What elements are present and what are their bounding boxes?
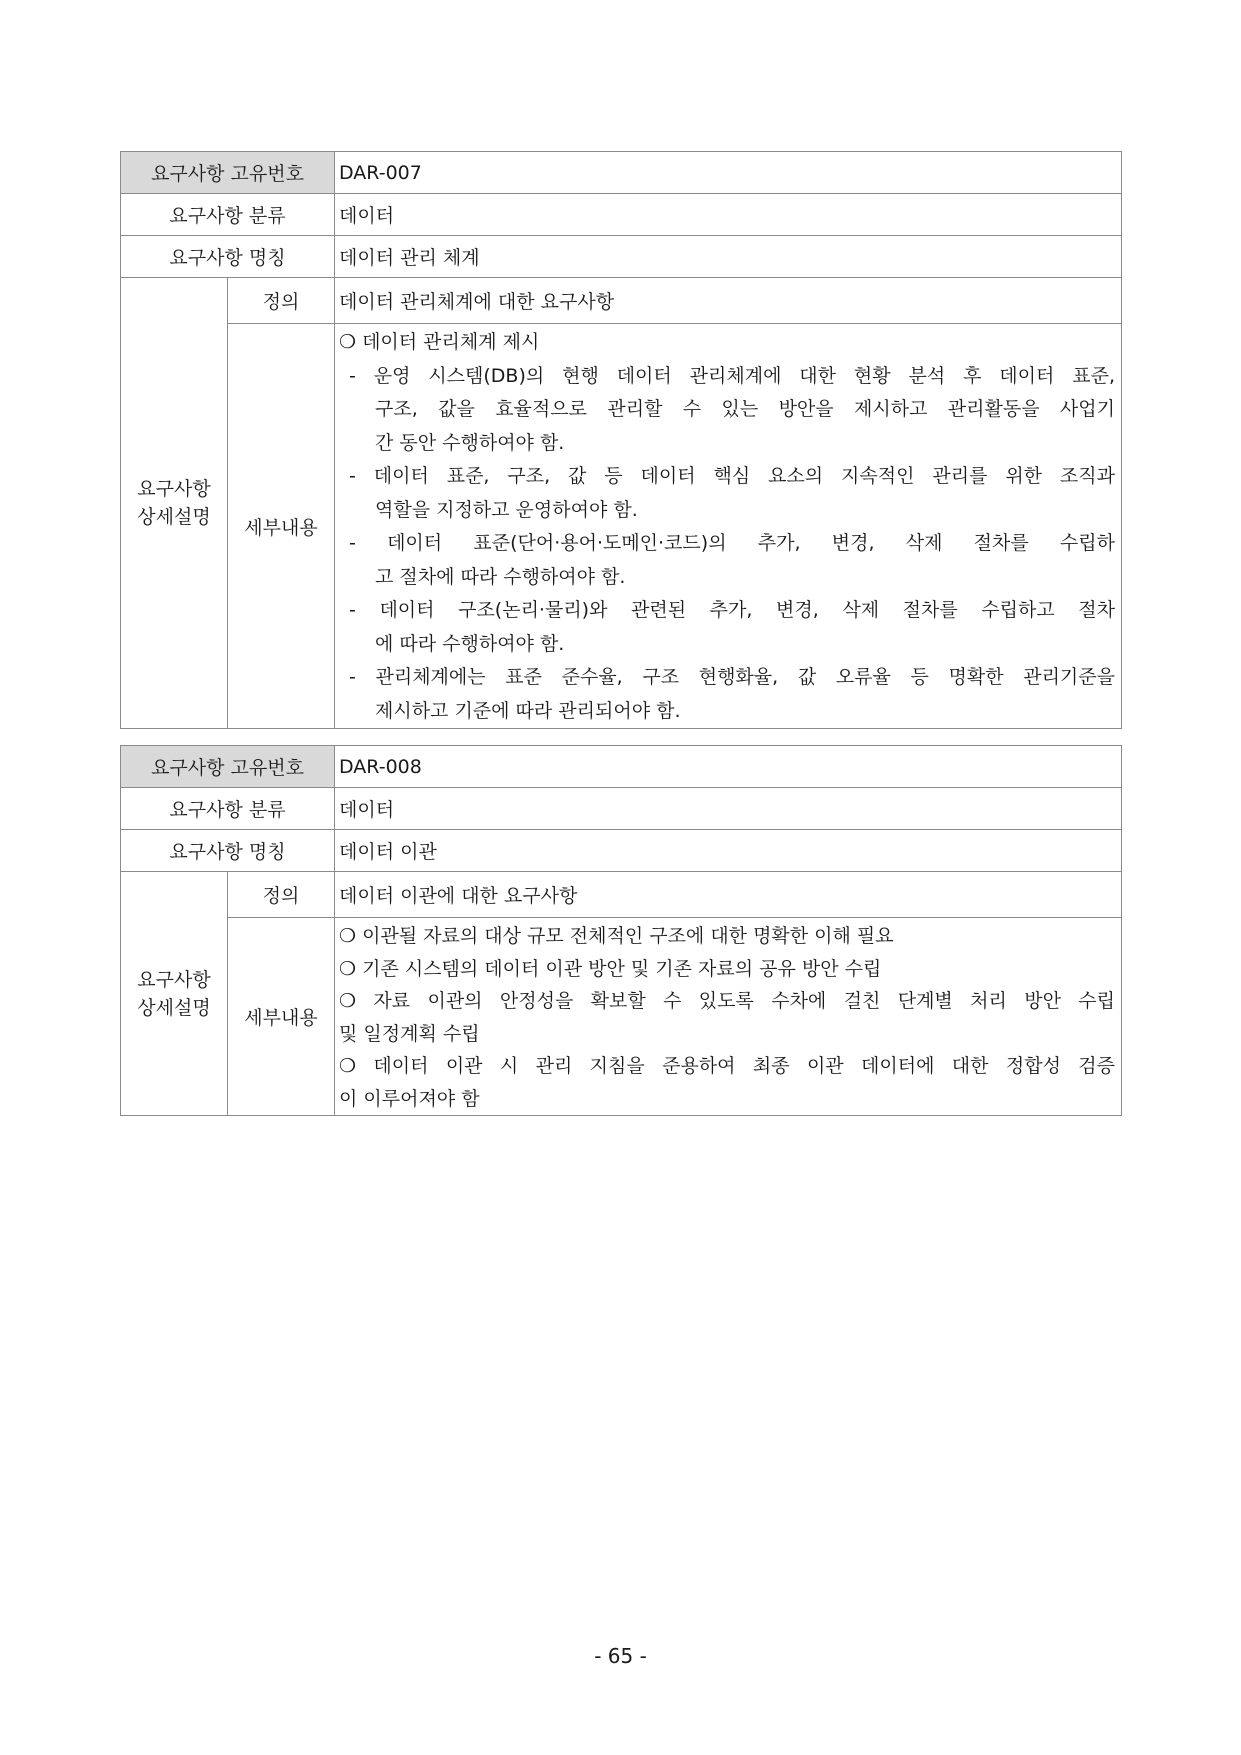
contents-label: 세부내용 — [228, 324, 335, 729]
definition-label: 정의 — [228, 278, 335, 324]
detail-label — [121, 278, 228, 729]
category-value: 데이터 — [335, 788, 1122, 830]
detail-line: 역할을 지정하고 운영하여야 함. — [375, 498, 638, 521]
detail-line: 및 일정계획 수립 — [339, 1022, 480, 1045]
detail-line: ❍ 데이터 이관 시 관리 지침을 준용하여 최종 이관 데이터에 대한 정합성 검증 — [339, 1055, 1115, 1077]
detail-line: ❍ 기존 시스템의 데이터 이관 방안 및 기존 자료의 공유 방안 수립 — [339, 957, 882, 980]
contents-label: 세부내용 — [228, 918, 335, 1116]
detail-line: ❍ 이관될 자료의 대상 규모 전체적인 구조에 대한 명확한 이해 필요 — [339, 925, 894, 947]
contents-value — [335, 918, 1122, 1116]
detail-label-line-2: 상세설명 — [137, 506, 211, 528]
category-label: 요구사항 분류 — [121, 788, 335, 830]
category-label: 요구사항 분류 — [121, 194, 335, 236]
id-label: 요구사항 고유번호 — [121, 152, 335, 194]
detail-line: 간 동안 수행하여야 함. — [375, 431, 565, 454]
id-value: DAR-008 — [335, 746, 1122, 788]
requirement-table-dar-007 — [120, 151, 1122, 729]
name-value: 데이터 관리 체계 — [335, 236, 1122, 278]
detail-label-line-1: 요구사항 — [137, 968, 211, 991]
definition-value: 데이터 이관에 대한 요구사항 — [335, 872, 1122, 918]
detail-label-line-2: 상세설명 — [137, 996, 211, 1019]
definition-value: 데이터 관리체계에 대한 요구사항 — [335, 278, 1122, 324]
detail-line: ❍ 데이터 관리체계 제시 — [339, 331, 540, 353]
detail-line: 제시하고 기준에 따라 관리되어야 함. — [375, 699, 681, 722]
detail-line: - 데이터 구조(논리·물리)와 관련된 추가, 변경, 삭제 절차를 수립하고 절차 — [349, 599, 1115, 621]
detail-label-line-1: 요구사항 — [137, 478, 211, 500]
detail-line: 구조, 값을 효율적으로 관리할 수 있는 방안을 제시하고 관리활동을 사업기 — [375, 398, 1115, 420]
id-label: 요구사항 고유번호 — [121, 746, 335, 788]
name-value: 데이터 이관 — [335, 830, 1122, 872]
page-number: - 65 - — [594, 1644, 647, 1668]
detail-line: ❍ 자료 이관의 안정성을 확보할 수 있도록 수차에 걸친 단계별 처리 방안 수립 — [339, 990, 1115, 1012]
detail-line: 고 절차에 따라 수행하여야 함. — [375, 565, 626, 588]
detail-line: - 데이터 표준(단어·용어·도메인·코드)의 추가, 변경, 삭제 절차를 수립하 — [349, 532, 1115, 554]
name-label: 요구사항 명칭 — [121, 236, 335, 278]
detail-line: 에 따라 수행하여야 함. — [375, 632, 565, 655]
id-value: DAR-007 — [335, 152, 1122, 194]
detail-line: - 운영 시스템(DB)의 현행 데이터 관리체계에 대한 현황 분석 후 데이터 표준, — [349, 364, 1115, 387]
detail-line: - 관리체계에는 표준 준수율, 구조 현행화율, 값 오류율 등 명확한 관리기준을 — [349, 666, 1115, 688]
detail-line: - 데이터 표준, 구조, 값 등 데이터 핵심 요소의 지속적인 관리를 위한 조직과 — [349, 465, 1115, 487]
definition-label: 정의 — [228, 872, 335, 918]
contents-value — [335, 324, 1122, 729]
name-label: 요구사항 명칭 — [121, 830, 335, 872]
requirement-table-dar-008 — [120, 745, 1122, 1116]
detail-line: 이 이루어져야 함 — [339, 1087, 480, 1110]
category-value: 데이터 — [335, 194, 1122, 236]
detail-label — [121, 872, 228, 1116]
